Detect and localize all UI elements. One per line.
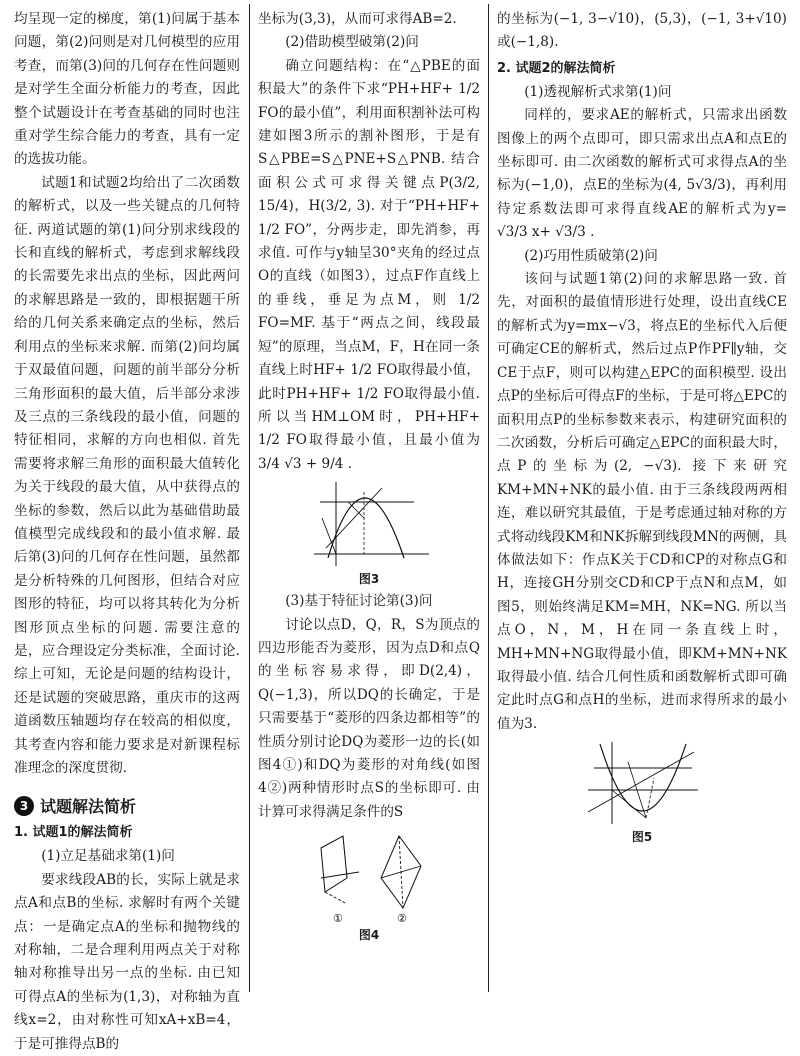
paragraph: 讨论以点D，Q，R，S为顶点的四边形能否为菱形，因为点D和点Q的坐标容易求得，即D(2,4)，Q(−1,3)，所以DQ的长确定，于是只需要基于“菱形的四条边都相等”的性质分别讨论DQ为菱形一边的长(如图4①)和DQ为菱形的对角线(如图4②)两种情形时点S的坐标即可. 由计算可求得满足条件的S [258,616,480,820]
paragraph: 的坐标为(−1, 3−√10)，(5,3)，(−1, 3+√10)或(−1,8). [497,11,787,51]
figure-3-diagram [304,478,434,570]
subheading-minor: (3)基于特征讨论第(3)问 [285,593,433,610]
paragraph: 坐标为(3,3)，从而可求得AB=2. [258,11,457,27]
paragraph: 均呈现一定的梯度，第(1)问属于基本问题，第(2)问则是对几何模型的应用考查，而第(3)问的几何存在性问题则是对学生全面分析能力的考查，因此整个试题设计在考查基础的同时也注重对学生综合能力的考查，具有一定的选拔功能。 [14,11,240,168]
paragraph: 试题1和试题2均给出了二次函数的解析式，以及一些关键点的几何特征. 两道试题的第(1)问分别求线段的长和直线的解析式，考虑到求解线段的长需要先求出点的坐标，因此两问的求解思路是一致的，即根据题干所给的几何关系来确定点的坐标，然后利用点的坐标来求解. 而第(2)问均属于双最值问题，问题的前半部分分析三角形面积的最大值，后半部分求涉及三点的三条线段的最小值，问题的特征相同，求解的方向也相似. 首先需要将求解三角形的面积最大值转化为关于线段的最大值，从中获得点的坐标的参数，然后以此为基础借助最值模型完成线段和的最小值求解. 最后第(3)问的几何存在性问题，虽然都是分析特殊的几何图形，但结合对应图形的特征，均可以将其转化为分析图形顶点坐标的问题. 需要注意的是，应合理设定分类标准，全面讨论. 综上可知，无论是问题的结构设计，还是试题的突破思路，重庆市的这两道函数压轴题均存在较高的相似度，其考查内容和能力要求是对新课程标准理念的深度贯彻. [14,174,240,776]
section-number-icon: 3 [14,796,34,816]
figure-3-caption: 图3 [358,572,380,587]
column-3 [497,8,787,848]
subheading: 2. 试题2的解法简析 [497,60,616,76]
figure-4-label-2: ② [397,912,407,926]
subheading: 1. 试题1的解法简析 [14,825,133,841]
subheading-minor: (1)立足基础求第(1)问 [41,848,175,865]
figure-4-caption: 图4 [358,928,380,943]
subheading-minor: (1)透视解析式求第(1)问 [524,83,672,100]
column-divider-1 [249,4,250,992]
figure-4-diagram [299,826,439,926]
paragraph: 同样的，要求AE的解析式，只需求出函数图像上的两个点即可，即只需求出点A和点E的坐标即可. 由二次函数的解析式可求得点A的坐标为(−1,0)，点E的坐标为(4, 5√3/3)，再利用待定系数法即可求得直线AE的解析式为y= √3/3 x+ √3/3 . [497,107,787,241]
paragraph: 该问与试题1第(2)问的求解思路一致. 首先，对面积的最值情形进行处理，设出直线CE的解析式为y=mx−√3，将点E的坐标代入后便可确定CE的解析式，然后过点P作PF∥y轴，交CE于点F，则可以构建△EPC的面积模型. 设出点P的坐标后可得点F的坐标，于是可将△EPC的面积用点P的坐标参数来表示，构建研究面积的二次函数，分析后可确定△EPC的面积最大时，点P的坐标为(2, −√3). 接下来研究KM+MN+NK的最小值. 由于三条线段两两相连，难以研究其最值，于是考虑通过轴对称的方式将动线段KM和NK拆解到线段MN的两侧，具体做法如下：作点K关于CD和CP的对称点G和H，连接GH分别交CD和CP于点N和点M，如图5，则始终满足KM=MH，NK=NG. 所以当点O，N，M，H在同一条直线上时，MH+MN+NG取得最小值，即KM+MN+NK取得最小值. 结合几何性质和函数解析式即可确定此时点G和点H的坐标，进而求得所求的最小值为3. [497,271,787,732]
figure-5-diagram [582,738,702,828]
column-2 [258,8,480,946]
section-heading [14,794,240,817]
column-divider-2 [488,4,489,992]
figure-5-caption: 图5 [631,830,653,845]
subheading-minor: (2)借助模型破第(2)问 [285,34,419,51]
section-title: 试题解法简析 [40,797,137,817]
paragraph: 要求线段AB的长，实际上就是求点A和点B的坐标. 求解时有两个关键点：一是确定点A的坐标和抛物线的对称轴，二是合理利用两点关于对称轴对称推导出另一点的坐标. 由已知可得点A的坐标为(1,3)，对称轴为直线x=2，由对称性可知xA+xB=4，于是可推得点B的 [14,871,240,1052]
subheading-minor: (2)巧用性质破第(2)问 [524,247,658,264]
column-1 [14,8,240,1056]
figure-4-label-1: ① [333,912,343,926]
paragraph: 确立问题结构：在“△PBE的面积最大”的条件下求“PH+HF+ 1/2 FO的最小值”，利用面积割补法可构建如图3所示的割补图形，于是有S△PBE=S△PNE+S△PNB. 结合面积公式可求得关键点P(3/2, 15/4)，H(3/2, 3). 对于“PH+HF+ 1/2 FO”，分两步走，即先消参，再求值. 可作与y轴呈30°夹角的经过点O的直线（如图3），过点F作直线上的垂线，垂足为点M，则 1/2 FO=MF. 基于“两点之间，线段最短”的原理，当点M，F，H在同一条直线上时HF+ 1/2 FO取得最小值，此时PH+HF+ 1/2 FO取得最小值. 所以当HM⊥OM时，PH+HF+ 1/2 FO取得最小值，且最小值为 3/4 √3 + 9/4 . [258,57,480,472]
